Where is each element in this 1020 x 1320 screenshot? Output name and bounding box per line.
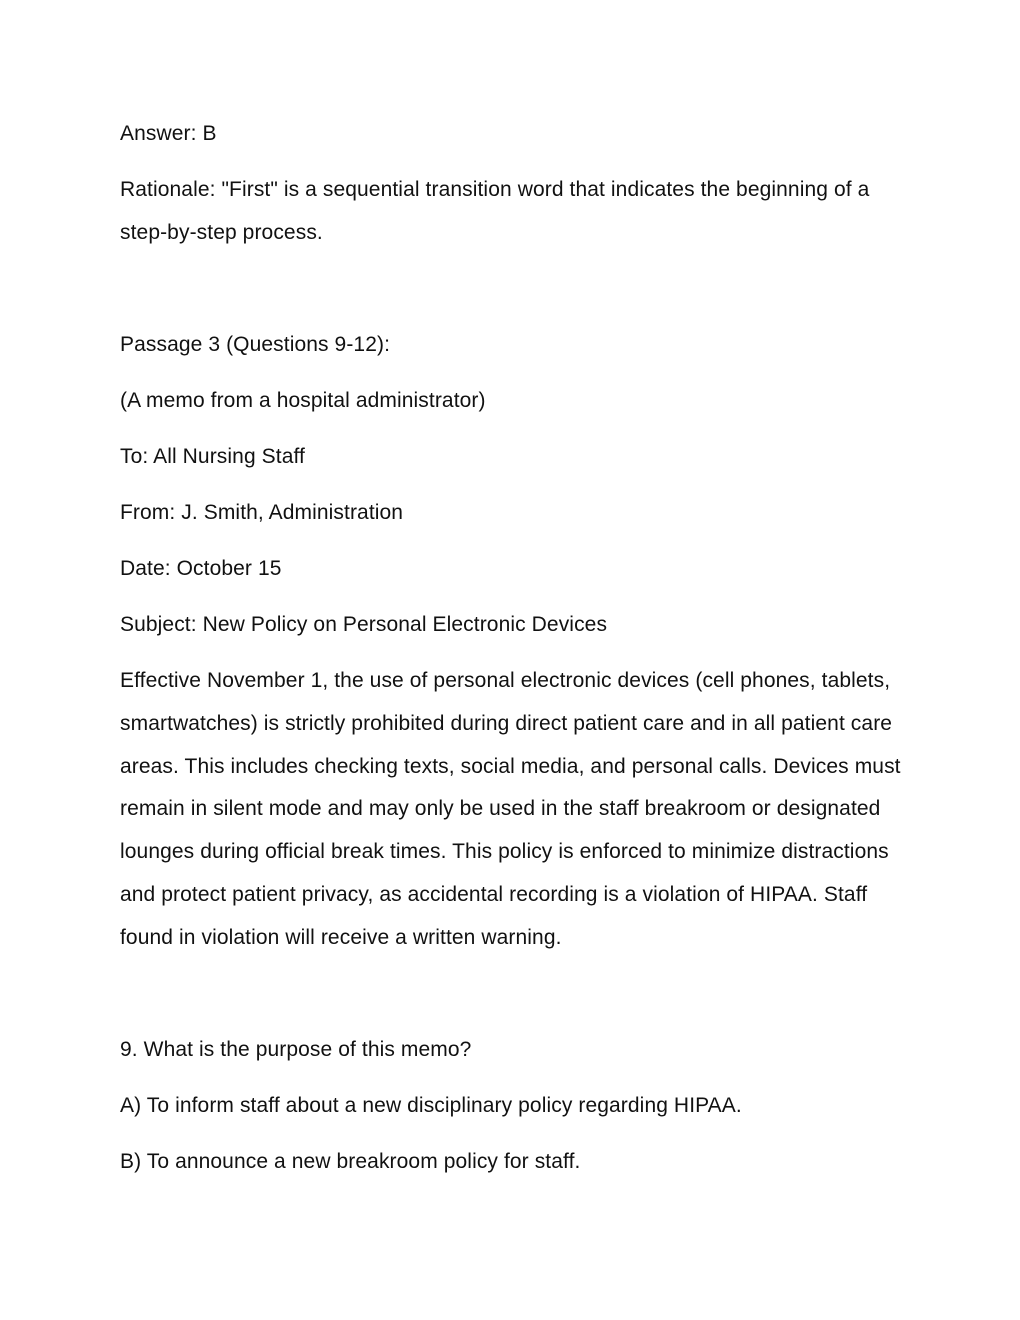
answer-line: Answer: B (120, 122, 217, 145)
question-option-a: A) To inform staff about a new disciplinary policy regarding HIPAA. (120, 1094, 742, 1117)
memo-subject: Subject: New Policy on Personal Electronic Devices (120, 613, 608, 636)
question-option-b: B) To announce a new breakroom policy for staff. (120, 1150, 581, 1173)
memo-body-paragraph: Effective November 1, the use of personal electronic devices (cell phones, tablets, smartwatches) is strictly prohibited during direct patient care and in all patient care areas. This includes checking texts, social media, and personal calls. Devices must remain in silent mode and may only be used in the staff breakroom or designated lounges during official break times. This policy is enforced to minimize distractions and protect patient privacy, as accidental recording is a violation of HIPAA. Staff found in violation will receive a written warning. (120, 669, 901, 949)
memo-to: To: All Nursing Staff (120, 445, 305, 468)
memo-from: From: J. Smith, Administration (120, 501, 404, 524)
rationale-paragraph: Rationale: "First" is a sequential transition word that indicates the beginning of a step-by-step process. (120, 178, 870, 244)
passage-source: (A memo from a hospital administrator) (120, 389, 486, 412)
passage-heading: Passage 3 (Questions 9-12): (120, 333, 391, 356)
question-prompt: 9. What is the purpose of this memo? (120, 1038, 472, 1061)
memo-date: Date: October 15 (120, 557, 282, 580)
